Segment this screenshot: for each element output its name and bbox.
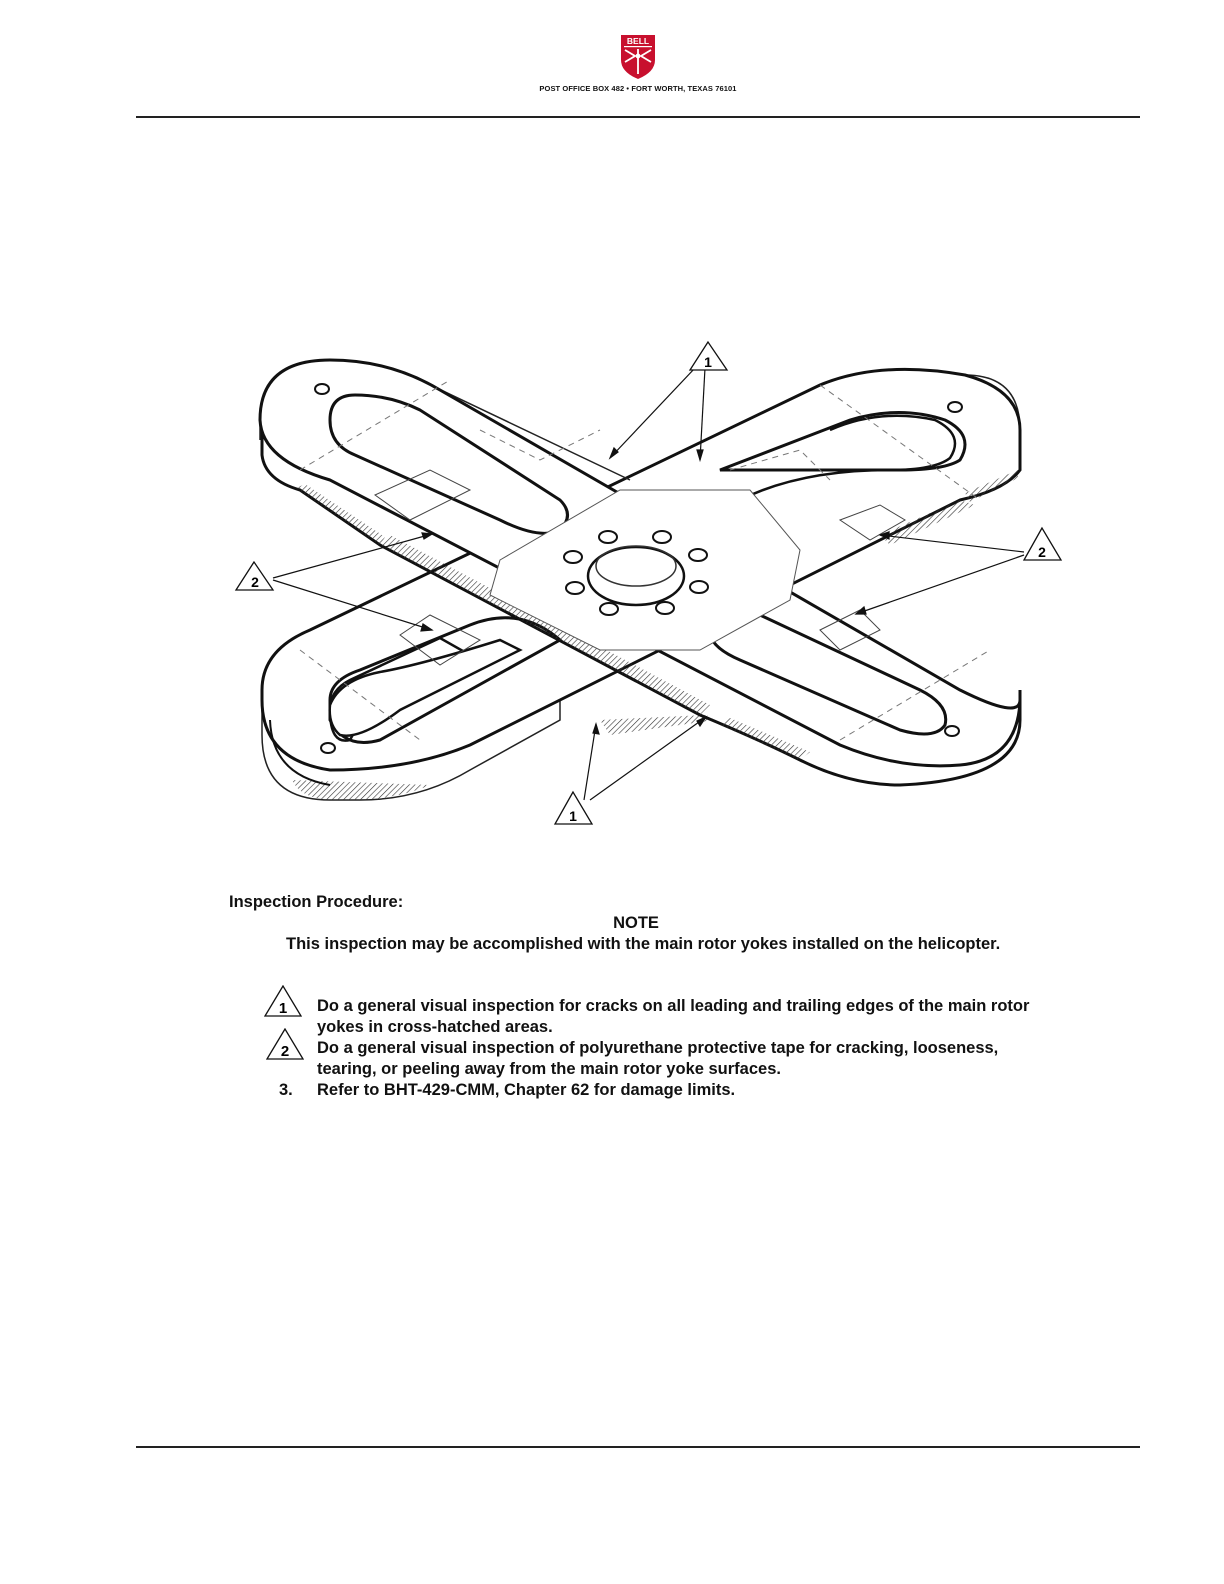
svg-text:2: 2	[280, 1043, 290, 1060]
footer-rule	[136, 1446, 1140, 1448]
callout-1-top	[690, 342, 727, 370]
header-rule	[136, 116, 1140, 118]
step-2-triangle-marker	[266, 1028, 304, 1060]
callout-2-right	[1024, 528, 1061, 560]
step-1-triangle-marker	[264, 985, 302, 1017]
company-address: POST OFFICE BOX 482 • FORT WORTH, TEXAS 76101	[539, 84, 737, 93]
svg-text:2: 2	[1038, 544, 1046, 560]
svg-text:BELL: BELL	[626, 36, 650, 46]
step-3-number: 3.	[279, 1081, 293, 1099]
note-heading: NOTE	[613, 914, 659, 932]
step-2-text: Do a general visual inspection of polyurethane protective tape for cracking, looseness, tearing, or peeling away from the main rotor yoke surfaces.	[317, 1039, 999, 1078]
callout-1-bottom	[555, 792, 592, 824]
svg-text:1: 1	[704, 354, 712, 370]
svg-text:2: 2	[251, 574, 259, 590]
bell-logo	[620, 34, 656, 80]
svg-text:1: 1	[569, 808, 577, 824]
callout-2-left	[236, 562, 273, 590]
step-3-text: Refer to BHT-429-CMM, Chapter 62 for damage limits.	[317, 1081, 736, 1099]
step-1-text: Do a general visual inspection for cracks on all leading and trailing edges of the main rotor yokes in cross-hatched areas.	[317, 997, 1030, 1036]
svg-text:1: 1	[278, 1000, 288, 1017]
note-text: This inspection may be accomplished with the main rotor yokes installed on the helicopter.	[286, 935, 1001, 953]
procedure-title: Inspection Procedure:	[229, 893, 404, 911]
main-rotor-yoke-illustration	[225, 335, 1070, 835]
